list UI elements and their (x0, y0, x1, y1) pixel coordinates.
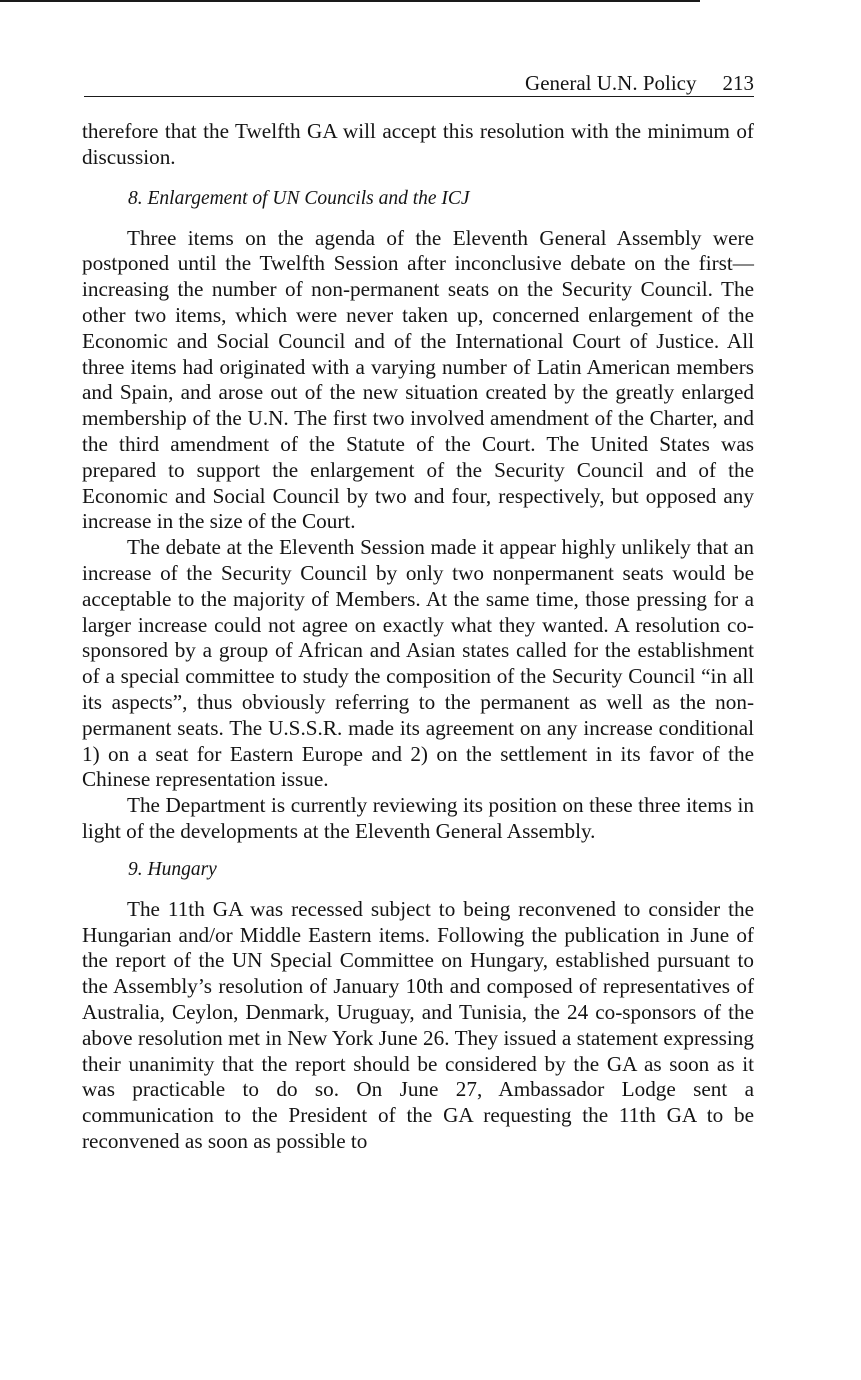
section-heading-9: 9. Hungary (128, 858, 217, 880)
continued-paragraph: therefore that the Twelfth GA will accept this resolution with the minimum of discussion. (82, 119, 754, 169)
paragraph-department-review: The Department is currently reviewing its position on these three items in light of the developments at the Eleventh General Assembly. (82, 793, 754, 843)
running-head-title: General U.N. Policy (525, 71, 697, 95)
page-number: 213 (722, 71, 754, 95)
paragraph-hungary: The 11th GA was recessed subject to being reconvened to consider the Hungarian and/or Middle Eastern items. Following the publication in June of the report of the UN Special Committee on Hungary, established pursuant to the Assembly’s resolution of January 10th and composed of representatives of Australia, Ceylon, Denmark, Uruguay, and Tunisia, the 24 co-sponsors of the above resolution met in New York June 26. They issued a statement expressing their unanimity that the report should be considered by the GA as soon as it was practicable to do so. On June 27, Ambassador Lodge sent a communication to the President of the GA requesting the 11th GA to be reconvened as soon as possible to (82, 896, 754, 1153)
page-body (82, 119, 754, 1155)
running-head (84, 70, 754, 97)
paragraph-enlargement-items: Three items on the agenda of the Eleventh General Assembly were postponed until the Twelfth Session after inconclusive debate on the first—increasing the number of non-permanent seats on the Security Council. The other two items, which were never taken up, concerned enlargement of the Economic and Social Council and of the International Court of Justice. All three items had originated with a varying number of Latin American members and Spain, and arose out of the new situation created by the greatly enlarged membership of the U.N. The first two involved amendment of the Charter, and the third amendment of the Statute of the Court. The United States was prepared to support the enlargement of the Security Council and of the Economic and Social Council by two and four, respectively, but opposed any increase in the size of the Court. (82, 225, 754, 534)
paragraph-eleventh-session-debate: The debate at the Eleventh Session made it appear highly unlikely that an increase of the Security Council by only two nonpermanent seats would be acceptable to the majority of Members. At the same time, those pressing for a larger increase could not agree on exactly what they wanted. A resolution co-sponsored by a group of African and Asian states called for the establishment of a special committee to study the composition of the Security Council “in all its aspects”, thus obviously referring to the permanent as well as the non-permanent seats. The U.S.S.R. made its agreement on any increase conditional 1) on a seat for Eastern Europe and 2) on the settlement in its favor of the Chinese representation issue. (82, 535, 754, 792)
top-edge-rule (0, 0, 700, 2)
section-heading-8: 8. Enlargement of UN Councils and the ICJ (128, 187, 470, 209)
